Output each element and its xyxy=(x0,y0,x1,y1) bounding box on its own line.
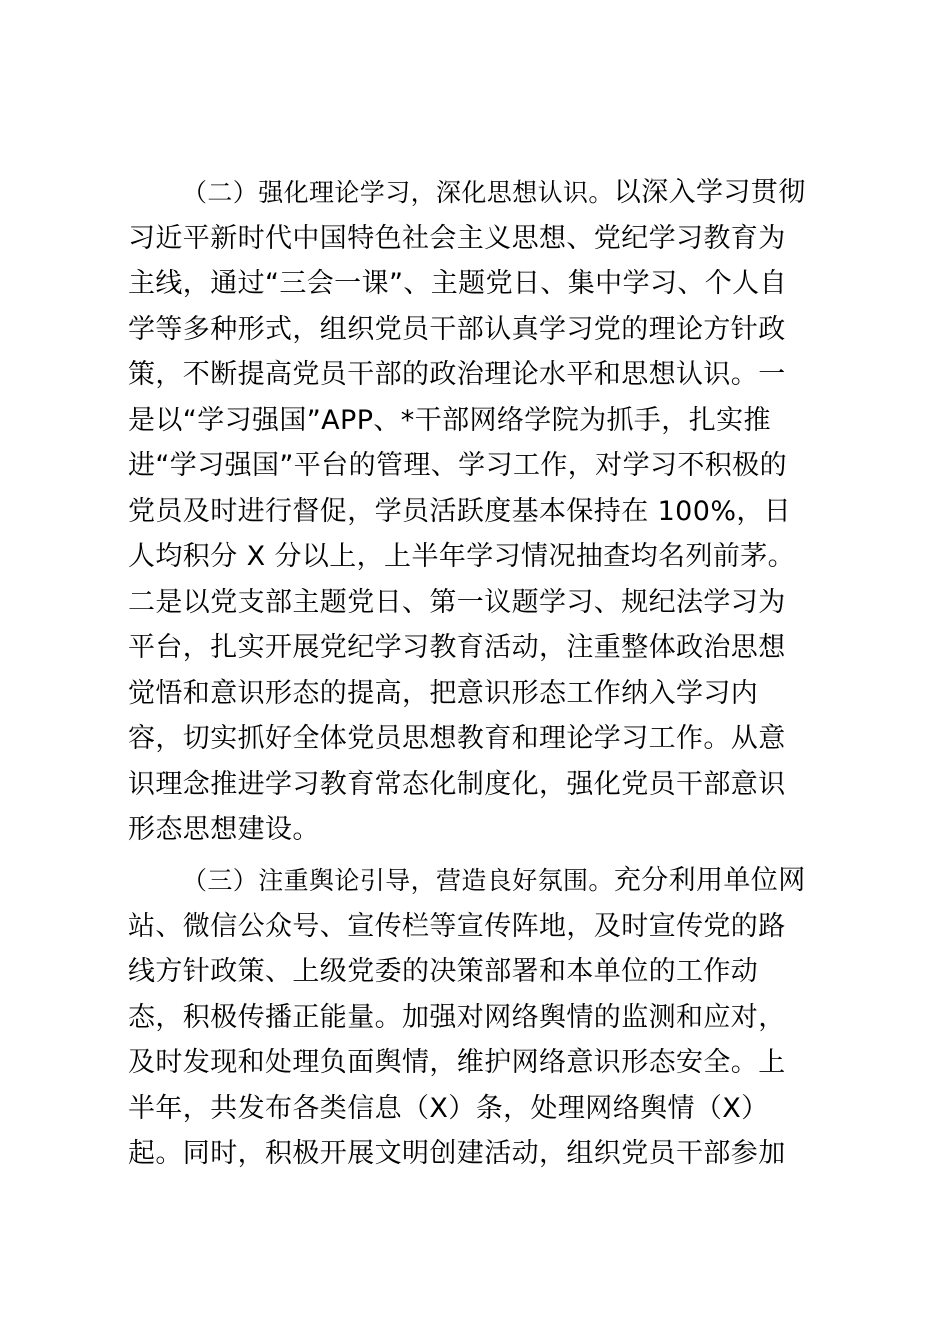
paragraph-line: 二是以党支部主题党日、第一议题学习、规纪法学习为 xyxy=(128,586,786,618)
paragraph-line: 态，积极传播正能量。加强对网络舆情的监测和应对， xyxy=(128,1001,786,1033)
paragraph-theory-study xyxy=(128,170,832,853)
paragraph-line: 学等多种形式，组织党员干部认真学习党的理论方针政 xyxy=(128,313,786,345)
paragraph-heading: （二）强化理论学习，深化思想认识。 xyxy=(182,178,614,207)
paragraph-line: 人均积分 X 分以上，上半年学习情况抽查均名列前茅。 xyxy=(128,541,796,572)
paragraph-line: 站、微信公众号、宣传栏等宣传阵地，及时宣传党的路 xyxy=(128,910,786,942)
paragraph-line: 平台，扎实开展党纪学习教育活动，注重整体政治思想 xyxy=(128,632,786,663)
paragraph-line: 进“学习强国”平台的管理、学习工作，对学习不积极的 xyxy=(128,450,787,481)
paragraph-line: 策，不断提高党员干部的政治理论水平和思想认识。一 xyxy=(128,359,786,390)
paragraph-heading: （三）注重舆论引导，营造良好氛围。 xyxy=(182,866,614,895)
paragraph-line: 党员及时进行督促，学员活跃度基本保持在 100%，日 xyxy=(128,495,792,527)
paragraph-line: 形态思想建设。 xyxy=(128,814,320,845)
paragraph-line: （二）强化理论学习，深化思想认识。以深入学习贯彻 xyxy=(182,177,806,208)
paragraph-line: 及时发现和处理负面舆情，维护网络意识形态安全。上 xyxy=(128,1047,786,1078)
paragraph-line: 主线，通过“三会一课”、主题党日、集中学习、个人自 xyxy=(128,268,787,299)
paragraph-line: 识理念推进学习教育常态化制度化，强化党员干部意识 xyxy=(128,768,786,800)
paragraph-public-opinion xyxy=(128,858,832,1177)
paragraph-line: 容，切实抓好全体党员思想教育和理论学习工作。从意 xyxy=(128,723,786,754)
paragraph-line: 线方针政策、上级党委的决策部署和本单位的工作动 xyxy=(128,956,759,987)
paragraph-line: 觉悟和意识形态的提高，把意识形态工作纳入学习内 xyxy=(128,677,759,709)
paragraph-line: 习近平新时代中国特色社会主义思想、党纪学习教育为 xyxy=(128,222,786,254)
paragraph-line: 半年，共发布各类信息（X）条，处理网络舆情（X） xyxy=(128,1092,769,1124)
paragraph-line: （三）注重舆论引导，营造良好氛围。充分利用单位网 xyxy=(182,865,806,896)
paragraph-line: 起。同时，积极开展文明创建活动，组织党员干部参加 xyxy=(128,1138,786,1169)
paragraph-line: 是以“学习强国”APP、*干部网络学院为抓手，扎实推 xyxy=(128,404,771,436)
